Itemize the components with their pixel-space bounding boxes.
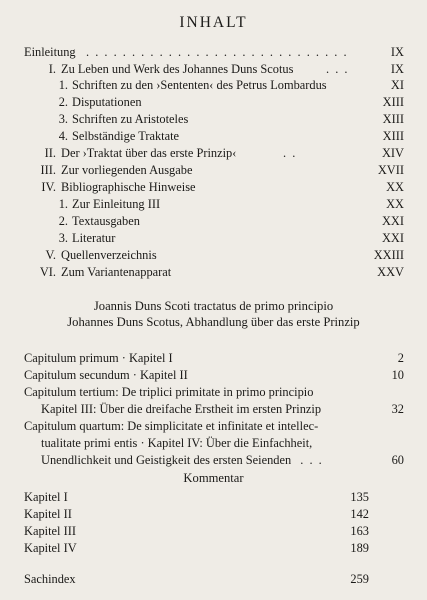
toc-entry-text: Bibliographische Hinweise (61, 180, 196, 194)
toc-entry-einleitung (24, 44, 404, 61)
index-entry (24, 571, 369, 588)
chapter-line-text: Unendlichkeit und Geistigkeit des ersten Seienden (41, 453, 292, 467)
toc-entry-text: Zur Einleitung III (72, 197, 161, 211)
commentary-entry (24, 540, 369, 557)
chapter-entry (24, 350, 404, 367)
toc-entry (24, 94, 404, 111)
toc-leader-dots: . . . . . . . . . . . . . . . . . . . . . . . . . . . . . (86, 45, 349, 59)
commentary-page-number: 163 (350, 524, 369, 538)
chapter-line: Kapitel III: Über die dreifache Erstheit im ersten Prinzip (41, 402, 322, 416)
toc-leader-dots: . . . (326, 62, 349, 76)
toc-leader-dots: . . (283, 146, 297, 160)
toc-page-number: XXIII (373, 248, 404, 262)
toc-entry (24, 145, 404, 162)
work-title-german: Johannes Duns Scotus, Abhandlung über das erste Prinzip (67, 315, 360, 329)
chapter-line: Capitulum secundum · Kapitel II (24, 368, 188, 382)
toc-page-number: XIII (382, 112, 404, 126)
chapter-page-number: 32 (391, 402, 404, 416)
toc-page-number: XI (390, 78, 404, 92)
commentary-entry (24, 506, 369, 523)
chapter-entry (24, 384, 404, 418)
toc-entry-text: Einleitung (24, 45, 76, 59)
toc-entry-text: Zu Leben und Werk des Johannes Duns Scotus (61, 62, 294, 76)
index-page-number: 259 (350, 572, 369, 586)
toc-entry-text: Selbständige Traktate (72, 129, 180, 143)
page-title: INHALT (179, 14, 248, 31)
toc-entry-text: Schriften zu Aristoteles (72, 112, 189, 126)
toc-page-number: IX (390, 62, 404, 76)
commentary-page-number: 189 (350, 541, 369, 555)
toc-entry (24, 111, 404, 128)
chapter-line: Capitulum primum · Kapitel I (24, 351, 173, 365)
commentary-page-number: 135 (350, 490, 369, 504)
toc-entry-text: Textausgaben (72, 214, 140, 228)
toc-entry (24, 162, 404, 179)
toc-entry (24, 264, 404, 281)
toc-page-number: XVII (377, 163, 404, 177)
toc-entry-number: 4. (58, 129, 68, 143)
commentary-entry (24, 489, 369, 506)
commentary-entry (24, 523, 369, 540)
chapter-entry (24, 418, 404, 469)
work-title-latin: Joannis Duns Scoti tractatus de primo principio (93, 299, 334, 313)
chapter-page-number: 10 (391, 368, 404, 382)
commentary-entry-text: Kapitel II (24, 507, 72, 521)
toc-entry (24, 196, 404, 213)
toc-page-number: XXI (381, 231, 404, 245)
toc-entry-number: 1. (58, 78, 68, 92)
index-entry-text: Sachindex (24, 572, 76, 586)
toc-entry-number: 3. (58, 231, 68, 245)
chapter-line: Capitulum tertium: De triplici primitate in primo principio (24, 385, 314, 399)
toc-entry-text: Zur vorliegenden Ausgabe (61, 163, 193, 177)
toc-entry-text: Literatur (72, 231, 116, 245)
chapter-line (24, 452, 404, 469)
toc-entry-number: 2. (58, 214, 68, 228)
commentary-entry-text: Kapitel III (24, 524, 76, 538)
commentary-page-number: 142 (350, 507, 369, 521)
toc-entry (24, 230, 404, 247)
toc-entry-number: IV. (41, 180, 56, 194)
toc-entry-number: III. (40, 163, 56, 177)
toc-page-number: XX (386, 197, 404, 211)
toc-entry-number: V. (45, 248, 56, 262)
toc-entry (24, 61, 404, 78)
chapter-page-number: 2 (397, 351, 404, 365)
toc-entry-number: 3. (58, 112, 68, 126)
toc-entry-number: VI. (39, 265, 56, 279)
toc-leader-dots: . . . (300, 453, 324, 467)
toc-entry-number: 1. (58, 197, 68, 211)
chapter-line: tualitate primi entis · Kapitel IV: Über die Einfachheit, (41, 436, 313, 450)
toc-entry (24, 247, 404, 264)
toc-entry (24, 128, 404, 145)
chapter-page-number: 60 (391, 453, 404, 467)
commentary-entry-text: Kapitel I (24, 490, 68, 504)
toc-entry-text: Der ›Traktat über das erste Prinzip‹ (61, 146, 237, 160)
toc-entry-number: I. (48, 62, 56, 76)
toc-entry (24, 179, 404, 196)
toc-page-number: XIII (382, 95, 404, 109)
toc-entry-text: Quellenverzeichnis (61, 248, 157, 262)
toc-page-number: XX (386, 180, 404, 194)
toc-page-number: XXV (377, 265, 404, 279)
toc-entry-text: Zum Variantenapparat (61, 265, 172, 279)
toc-entry-text: Schriften zu den ›Sententen‹ des Petrus Lombardus (72, 78, 327, 92)
chapter-entry (24, 367, 404, 384)
toc-entry-number: II. (44, 146, 56, 160)
toc-page-number: XIV (381, 146, 404, 160)
chapter-line: Capitulum quartum: De simplicitate et infinitate et intellec- (24, 419, 319, 433)
commentary-entry-text: Kapitel IV (24, 541, 77, 555)
toc-page-number: IX (390, 45, 404, 59)
toc-entry (24, 213, 404, 230)
toc-entry-number: 2. (58, 95, 68, 109)
toc-entry-text: Disputationen (72, 95, 142, 109)
commentary-heading: Kommentar (183, 471, 244, 485)
toc-page-number: XIII (382, 129, 404, 143)
toc-page-number: XXI (381, 214, 404, 228)
toc-entry (24, 77, 404, 94)
